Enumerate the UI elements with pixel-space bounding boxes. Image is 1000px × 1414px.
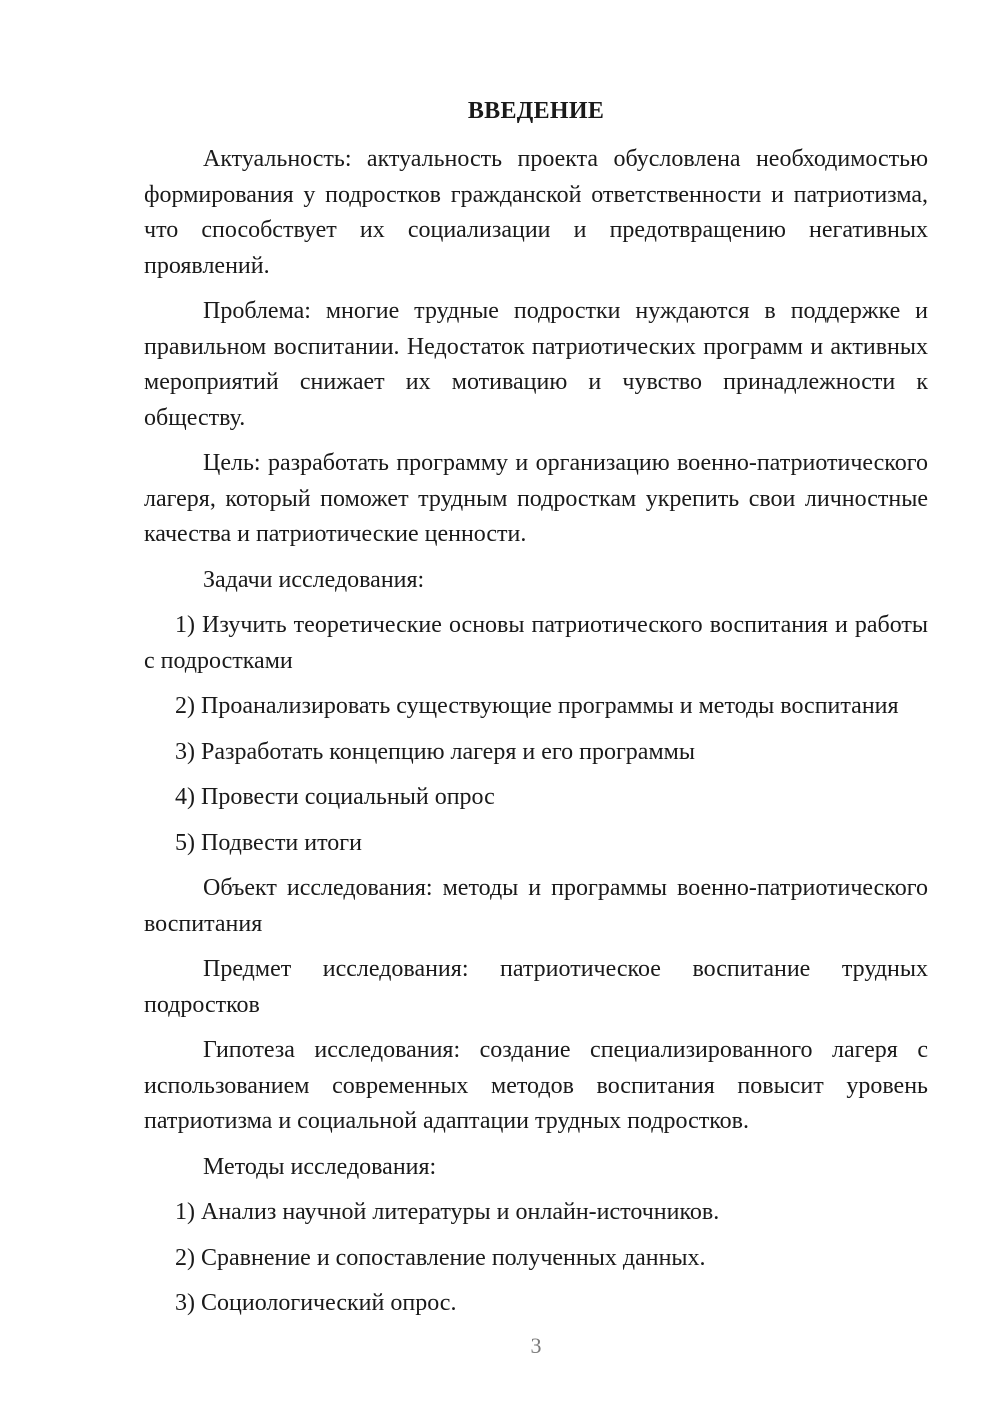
method-item: 2) Сравнение и сопоставление полученных данных. (175, 1244, 706, 1271)
relevance-paragraph: Актуальность: актуальность проекта обусловлена необходимостью формирования у подростков гражданской ответственности и патриотизма, что способствует их социализации и предотвращению негативных проявлений. (144, 146, 928, 279)
document-body (144, 142, 928, 1332)
task-item: 4) Провести социальный опрос (175, 784, 495, 810)
method-item: 1) Анализ научной литературы и онлайн-источников. (175, 1199, 720, 1225)
tasks-heading: Задачи исследования: (203, 566, 425, 593)
document-page (144, 0, 928, 1414)
goal-paragraph: Цель: разработать программу и организацию военно-патриотического лагеря, который поможет трудным подросткам укрепить свои личностные качества и патриотические ценности. (144, 450, 928, 547)
task-item: 1) Изучить теоретические основы патриотического воспитания и работы с подростками (144, 612, 928, 674)
task-item: 5) Подвести итоги (175, 829, 362, 856)
object-paragraph: Объект исследования: методы и программы военно-патриотического воспитания (144, 875, 928, 937)
method-item: 3) Социологический опрос. (175, 1290, 457, 1316)
page-title: ВВЕДЕНИЕ (467, 98, 605, 124)
problem-paragraph: Проблема: многие трудные подростки нуждаются в поддержке и правильном воспитании. Недостаток патриотических программ и активных мероприятий снижает их мотивацию и чувство принадлежности к обществу. (144, 298, 928, 431)
task-item: 2) Проанализировать существующие программы и методы воспитания (175, 693, 899, 719)
methods-heading: Методы исследования: (203, 1153, 437, 1180)
hypothesis-paragraph: Гипотеза исследования: создание специализированного лагеря с использованием современных методов воспитания повысит уровень патриотизма и социальной адаптации трудных подростков. (144, 1037, 928, 1134)
subject-paragraph: Предмет исследования: патриотическое воспитание трудных подростков (144, 956, 928, 1018)
task-item: 3) Разработать концепцию лагеря и его программы (175, 738, 695, 765)
page-number: 3 (530, 1333, 542, 1358)
